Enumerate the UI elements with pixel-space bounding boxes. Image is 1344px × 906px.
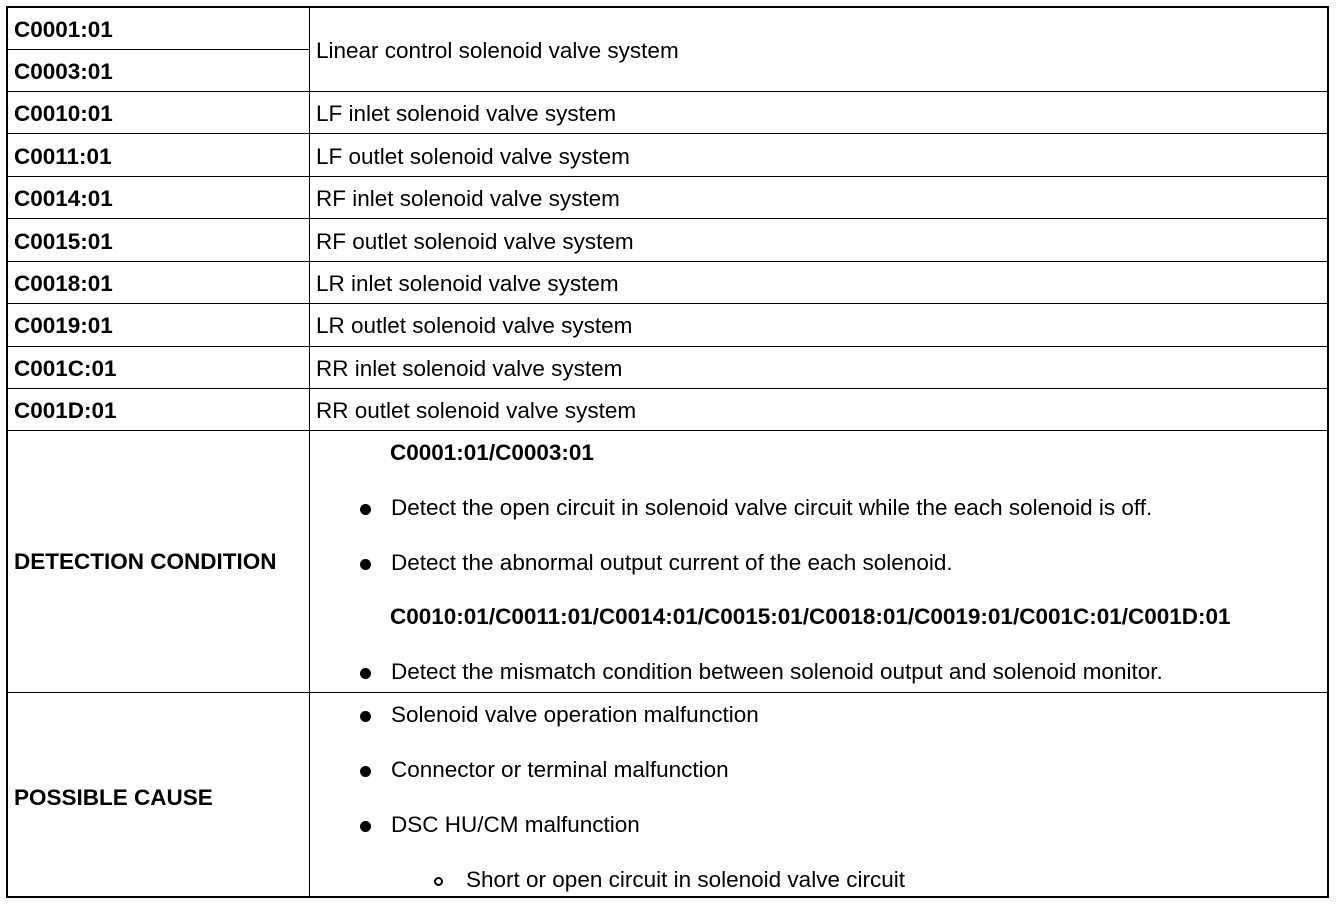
dtc-code: C0001:01 bbox=[14, 17, 113, 42]
dtc-code: C0015:01 bbox=[14, 229, 113, 254]
row-divider bbox=[8, 261, 1327, 262]
row-divider bbox=[8, 303, 1327, 304]
dtc-code: C0003:01 bbox=[14, 59, 113, 84]
cause-sub-item: Short or open circuit in solenoid valve circuit bbox=[466, 867, 905, 892]
dtc-description: LR outlet solenoid valve system bbox=[316, 313, 633, 338]
detection-condition-label: DETECTION CONDITION bbox=[14, 549, 277, 574]
row-divider bbox=[8, 176, 1327, 177]
dtc-code: C0014:01 bbox=[14, 186, 113, 211]
bullet-icon bbox=[360, 711, 371, 722]
bullet-icon bbox=[360, 504, 371, 515]
row-divider bbox=[8, 49, 309, 50]
dtc-code: C0010:01 bbox=[14, 101, 113, 126]
detection-group1-heading: C0001:01/C0003:01 bbox=[390, 440, 594, 465]
dtc-description: RF outlet solenoid valve system bbox=[316, 229, 634, 254]
detection-group2-heading: C0010:01/C0011:01/C0014:01/C0015:01/C0018:01/C0019:01/C001C:01/C001D:01 bbox=[390, 604, 1231, 629]
row-divider bbox=[8, 218, 1327, 219]
dtc-description: LR inlet solenoid valve system bbox=[316, 271, 619, 296]
possible-cause-label: POSSIBLE CAUSE bbox=[14, 785, 213, 810]
row-divider bbox=[8, 430, 1327, 431]
dtc-description: LF outlet solenoid valve system bbox=[316, 144, 630, 169]
bullet-icon bbox=[360, 821, 371, 832]
dtc-description: RR inlet solenoid valve system bbox=[316, 356, 623, 381]
dtc-description: Linear control solenoid valve system bbox=[316, 38, 679, 63]
cause-item: DSC HU/CM malfunction bbox=[391, 812, 640, 837]
detection-item: Detect the mismatch condition between solenoid output and solenoid monitor. bbox=[391, 659, 1163, 684]
bullet-icon bbox=[360, 766, 371, 777]
dtc-description: RF inlet solenoid valve system bbox=[316, 186, 620, 211]
row-divider bbox=[8, 91, 1327, 92]
dtc-table bbox=[6, 6, 1329, 898]
dtc-code: C0019:01 bbox=[14, 313, 113, 338]
detection-item: Detect the open circuit in solenoid valve circuit while the each solenoid is off. bbox=[391, 495, 1153, 520]
row-divider bbox=[8, 133, 1327, 134]
dtc-code: C0011:01 bbox=[14, 144, 112, 169]
dtc-code: C0018:01 bbox=[14, 271, 113, 296]
detection-item: Detect the abnormal output current of the each solenoid. bbox=[391, 550, 953, 575]
cause-item: Solenoid valve operation malfunction bbox=[391, 702, 759, 727]
sub-bullet-icon bbox=[434, 877, 443, 886]
bullet-icon bbox=[360, 668, 371, 679]
column-divider bbox=[309, 8, 310, 896]
row-divider bbox=[8, 346, 1327, 347]
cause-item: Connector or terminal malfunction bbox=[391, 757, 729, 782]
row-divider bbox=[8, 388, 1327, 389]
dtc-description: RR outlet solenoid valve system bbox=[316, 398, 637, 423]
row-divider bbox=[8, 692, 1327, 693]
dtc-code: C001C:01 bbox=[14, 356, 117, 381]
bullet-icon bbox=[360, 559, 371, 570]
dtc-description: LF inlet solenoid valve system bbox=[316, 101, 617, 126]
dtc-code: C001D:01 bbox=[14, 398, 117, 423]
